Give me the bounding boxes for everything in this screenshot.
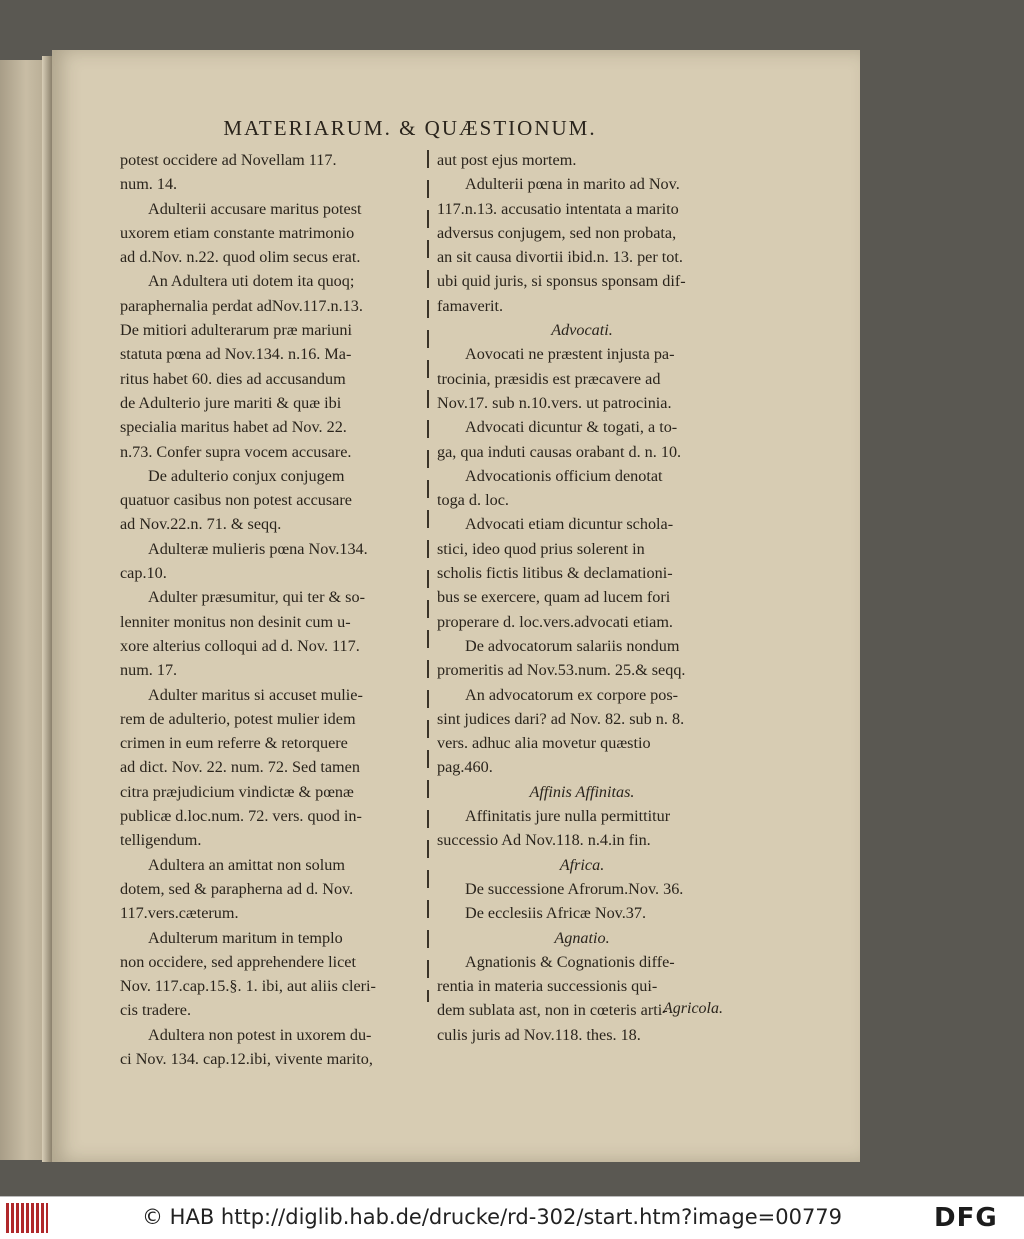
text-line: statuta pœna ad Nov.134. n.16. Ma- <box>120 345 352 364</box>
text-line: num. 17. <box>120 661 178 680</box>
text-line: xore alterius colloqui ad d. Nov. 117. <box>120 636 360 655</box>
text-line: Agnationis & Cognationis diffe- <box>465 952 675 971</box>
text-line: lenniter monitus non desinit cum u- <box>120 612 351 631</box>
text-line: adversus conjugem, sed non probata, <box>437 223 677 242</box>
text-line: specialia maritus habet ad Nov. 22. <box>120 418 347 437</box>
text-line: non occidere, sed apprehendere licet <box>120 952 356 971</box>
text-line: ci Nov. 134. cap.12.ibi, vivente marito, <box>120 1049 373 1068</box>
text-line: Advocationis officium denotat <box>465 466 663 485</box>
text-line: 117.vers.cæterum. <box>120 904 239 923</box>
page-gutter <box>42 56 52 1162</box>
text-line: rentia in materia successionis qui- <box>437 977 658 996</box>
text-line: ritus habet 60. dies ad accusandum <box>120 369 346 388</box>
text-line: Adulterii pœna in marito ad Nov. <box>465 175 680 194</box>
text-line: quatuor casibus non potest accusare <box>120 491 352 510</box>
text-line: bus se exercere, quam ad lucem fori <box>437 588 671 607</box>
entry-heading: Affinis Affinitas. <box>529 782 635 801</box>
text-line: Adulterum maritum in templo <box>148 928 343 947</box>
text-line: trocinia, præsidis est præcavere ad <box>437 369 661 388</box>
text-line: telligendum. <box>120 831 202 850</box>
text-line: promeritis ad Nov.53.num. 25.& seqq. <box>437 661 686 680</box>
text-line: De ecclesiis Africæ Nov.37. <box>465 904 647 923</box>
text-line: successio Ad Nov.118. n.4.in fin. <box>437 831 651 850</box>
text-line: aut post ejus mortem. <box>437 151 577 169</box>
text-line: ad Nov.22.n. 71. & seqq. <box>120 515 282 534</box>
text-line: Advocati dicuntur & togati, a to- <box>465 418 678 437</box>
right-column <box>437 148 727 1047</box>
text-line: toga d. loc. <box>437 491 509 510</box>
text-line: potest occidere ad Novellam 117. <box>120 151 337 169</box>
entry-heading: Agnatio. <box>554 928 610 947</box>
text-line: De mitiori adulterarum præ mariuni <box>120 321 352 340</box>
text-line: cis tradere. <box>120 1001 192 1020</box>
text-line: Adultera non potest in uxorem du- <box>148 1025 372 1044</box>
text-line: ad dict. Nov. 22. num. 72. Sed tamen <box>120 758 360 777</box>
text-line: culis juris ad Nov.118. thes. 18. <box>437 1025 641 1044</box>
text-line: num. 14. <box>120 175 178 194</box>
dfg-logo-icon: DFG <box>934 1203 998 1233</box>
text-line: de Adulterio jure mariti & quæ ibi <box>120 393 342 412</box>
text-line: citra præjudicium vindictæ & pœnæ <box>120 782 354 801</box>
text-line: Adultera an amittat non solum <box>148 855 345 874</box>
text-line: Adulteræ mulieris pœna Nov.134. <box>148 539 368 558</box>
left-column <box>120 148 420 1071</box>
text-line: dotem, sed & parapherna ad d. Nov. <box>120 879 354 898</box>
text-line: crimen in eum referre & retorquere <box>120 734 348 753</box>
text-line: Aovocati ne præstent injusta pa- <box>465 345 675 364</box>
text-line: pag.460. <box>437 758 493 777</box>
text-line: De advocatorum salariis nondum <box>465 636 680 655</box>
catchword: Agricola. <box>663 1000 723 1017</box>
running-head: MATERIARUM. & QUÆSTIONUM. <box>223 116 597 140</box>
column-divider <box>427 150 429 1002</box>
text-line: Nov.17. sub n.10.vers. ut patrocinia. <box>437 393 672 412</box>
entry-heading: Advocati. <box>551 321 613 340</box>
text-line: an sit causa divortii ibid.n. 13. per tot. <box>437 248 683 267</box>
text-line: vers. adhuc alia movetur quæstio <box>437 734 651 753</box>
footer-copyright-link[interactable]: © HAB http://diglib.hab.de/drucke/rd-302/start.htm?image=00779 <box>142 1205 843 1229</box>
text-line: 117.n.13. accusatio intentata a marito <box>437 199 679 218</box>
text-line: An advocatorum ex corpore pos- <box>465 685 679 704</box>
text-line: scholis fictis litibus & declamationi- <box>437 564 673 583</box>
text-line: rem de adulterio, potest mulier idem <box>120 709 356 728</box>
footer-bar <box>0 1196 1024 1239</box>
text-line: De successione Afrorum.Nov. 36. <box>465 879 684 898</box>
text-line: properare d. loc.vers.advocati etiam. <box>437 612 673 631</box>
text-line: stici, ideo quod prius solerent in <box>437 539 645 558</box>
text-line: sint judices dari? ad Nov. 82. sub n. 8. <box>437 709 685 728</box>
text-line: ad d.Nov. n.22. quod olim secus erat. <box>120 248 361 267</box>
text-line: uxorem etiam constante matrimonio <box>120 223 355 242</box>
text-line: publicæ d.loc.num. 72. vers. quod in- <box>120 807 362 826</box>
text-line: famaverit. <box>437 296 504 315</box>
text-line: Advocati etiam dicuntur schola- <box>465 515 674 534</box>
text-line: De adulterio conjux conjugem <box>148 466 345 485</box>
text-line: cap.10. <box>120 564 167 583</box>
text-line: n.73. Confer supra vocem accusare. <box>120 442 352 461</box>
text-line: An Adultera uti dotem ita quoq; <box>148 272 355 291</box>
text-line: Adulterii accusare maritus potest <box>148 199 362 218</box>
text-line: ubi quid juris, si sponsus sponsam dif- <box>437 272 686 291</box>
text-line: ga, qua induti causas orabant d. n. 10. <box>437 442 682 461</box>
entry-heading: Africa. <box>559 855 605 874</box>
text-line: Adulter præsumitur, qui ter & so- <box>148 588 365 607</box>
text-line: Adulter maritus si accuset mulie- <box>148 685 363 704</box>
text-line: Nov. 117.cap.15.§. 1. ibi, aut aliis cleri- <box>120 977 376 996</box>
text-line: dem sublata ast, non in cœteris arti- <box>437 1001 668 1020</box>
text-line: Affinitatis jure nulla permittitur <box>465 807 671 826</box>
text-line: paraphernalia perdat adNov.117.n.13. <box>120 296 363 315</box>
hab-logo-icon <box>6 1203 48 1233</box>
